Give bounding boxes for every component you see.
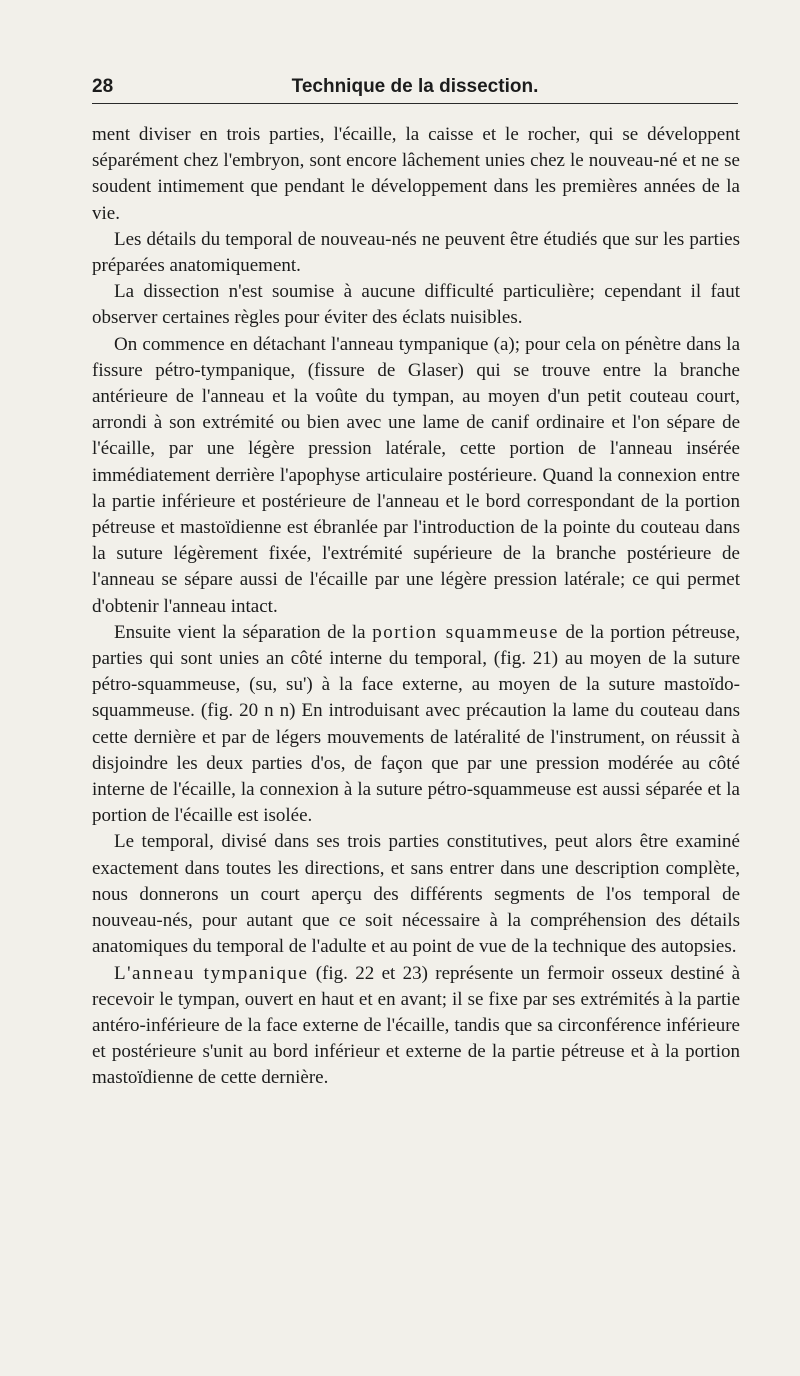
page-number: 28 — [92, 76, 114, 97]
paragraph — [92, 227, 740, 279]
paragraph-text: ment diviser en trois parties, l'écaille, la caisse et le rocher, qui se développent séparément chez l'embryon, sont encore lâchement unies chez le nouveau-né et ne se soudent intimement que pendant le développement dans les premières années de la vie. — [92, 124, 740, 224]
paragraph-text: de la portion pétreuse, parties qui sont unies an côté interne du temporal, (fig. 21) au moyen de la suture pétro-squammeuse, (su, su') à la face externe, au moyen de la suture mastoïdo-squammeuse. (fig. 20 n n) En introduisant avec précaution la lame du couteau dans cette dernière et par de légers mouvements de latéralité de l'instrument, on réussit à disjoindre les deux parties d'os, de façon que par une pression modérée au côté interne de l'écaille, la connexion à la suture pétro-squammeuse est aussi séparée et la portion de l'écaille est isolée. — [92, 621, 740, 827]
paragraph-text: Ensuite vient la séparation de la — [114, 621, 373, 643]
paragraph-text: La dissection n'est soumise à aucune difficulté particulière; cependant il faut observer certaines règles pour éviter des éclats nuisibles. — [92, 281, 740, 329]
paragraph-text: Les détails du temporal de nouveau-nés ne peuvent être étudiés que sur les parties préparées anatomiquement. — [92, 228, 740, 277]
paragraph — [92, 620, 740, 830]
emphasized-term: L'anneau tympanique — [114, 962, 309, 984]
header-rule — [92, 103, 738, 104]
paragraph — [92, 332, 740, 620]
paragraph — [92, 279, 740, 331]
paragraph — [92, 122, 740, 227]
body-text — [92, 122, 740, 1092]
page-header — [92, 76, 738, 104]
paragraph — [92, 961, 740, 1092]
running-title: Technique de la dissection. — [291, 76, 539, 97]
paragraph-text: Le temporal, divisé dans ses trois parties constitutives, peut alors être examiné exactement dans toutes les directions, et sans entrer dans une description complète, nous donnerons un court aperçu des différents segments de l'os temporal de nouveau-nés, pour autant que ce soit nécessaire à la compréhension des détails anatomiques du temporal de l'adulte et au point de vue de la technique des autopsies. — [92, 831, 740, 958]
paragraph-text: On commence en détachant l'anneau tympanique (a); pour cela on pénètre dans la fissure pétro-tympanique, (fissure de Glaser) qui se trouve entre la branche antérieure de l'anneau et la voûte du tympan, au moyen d'un petit couteau court, arrondi à son extrémité ou bien avec une lame de canif ordinaire et l'on sépare de l'écaille, par une légère pression latérale, cette portion de l'anneau insérée immédiatement derrière l'apophyse articulaire postérieure. Quand la connexion entre la partie inférieure et postérieure de l'anneau et le bord correspondant de la portion pétreuse et mastoïdienne est ébranlée par l'introduction de la pointe du couteau dans la suture légèrement fixée, l'extrémité supérieure de la branche postérieure de l'anneau se sépare aussi de l'écaille par une légère pression latérale; ce qui permet d'obtenir l'anneau intact. — [92, 333, 740, 617]
emphasized-term: portion squammeuse — [372, 621, 559, 643]
paragraph — [92, 829, 740, 960]
paragraph-text: (fig. 22 et 23) représente un fermoir osseux destiné à recevoir le tympan, ouvert en haut et en avant; il se fixe par ses extrémités à la partie antéro-inférieure de la face externe de l'écaille, tandis que sa circonférence inférieure et postérieure s'unit au bord inférieur et externe de la partie pétreuse et à la portion mastoïdienne de cette dernière. — [92, 962, 740, 1089]
